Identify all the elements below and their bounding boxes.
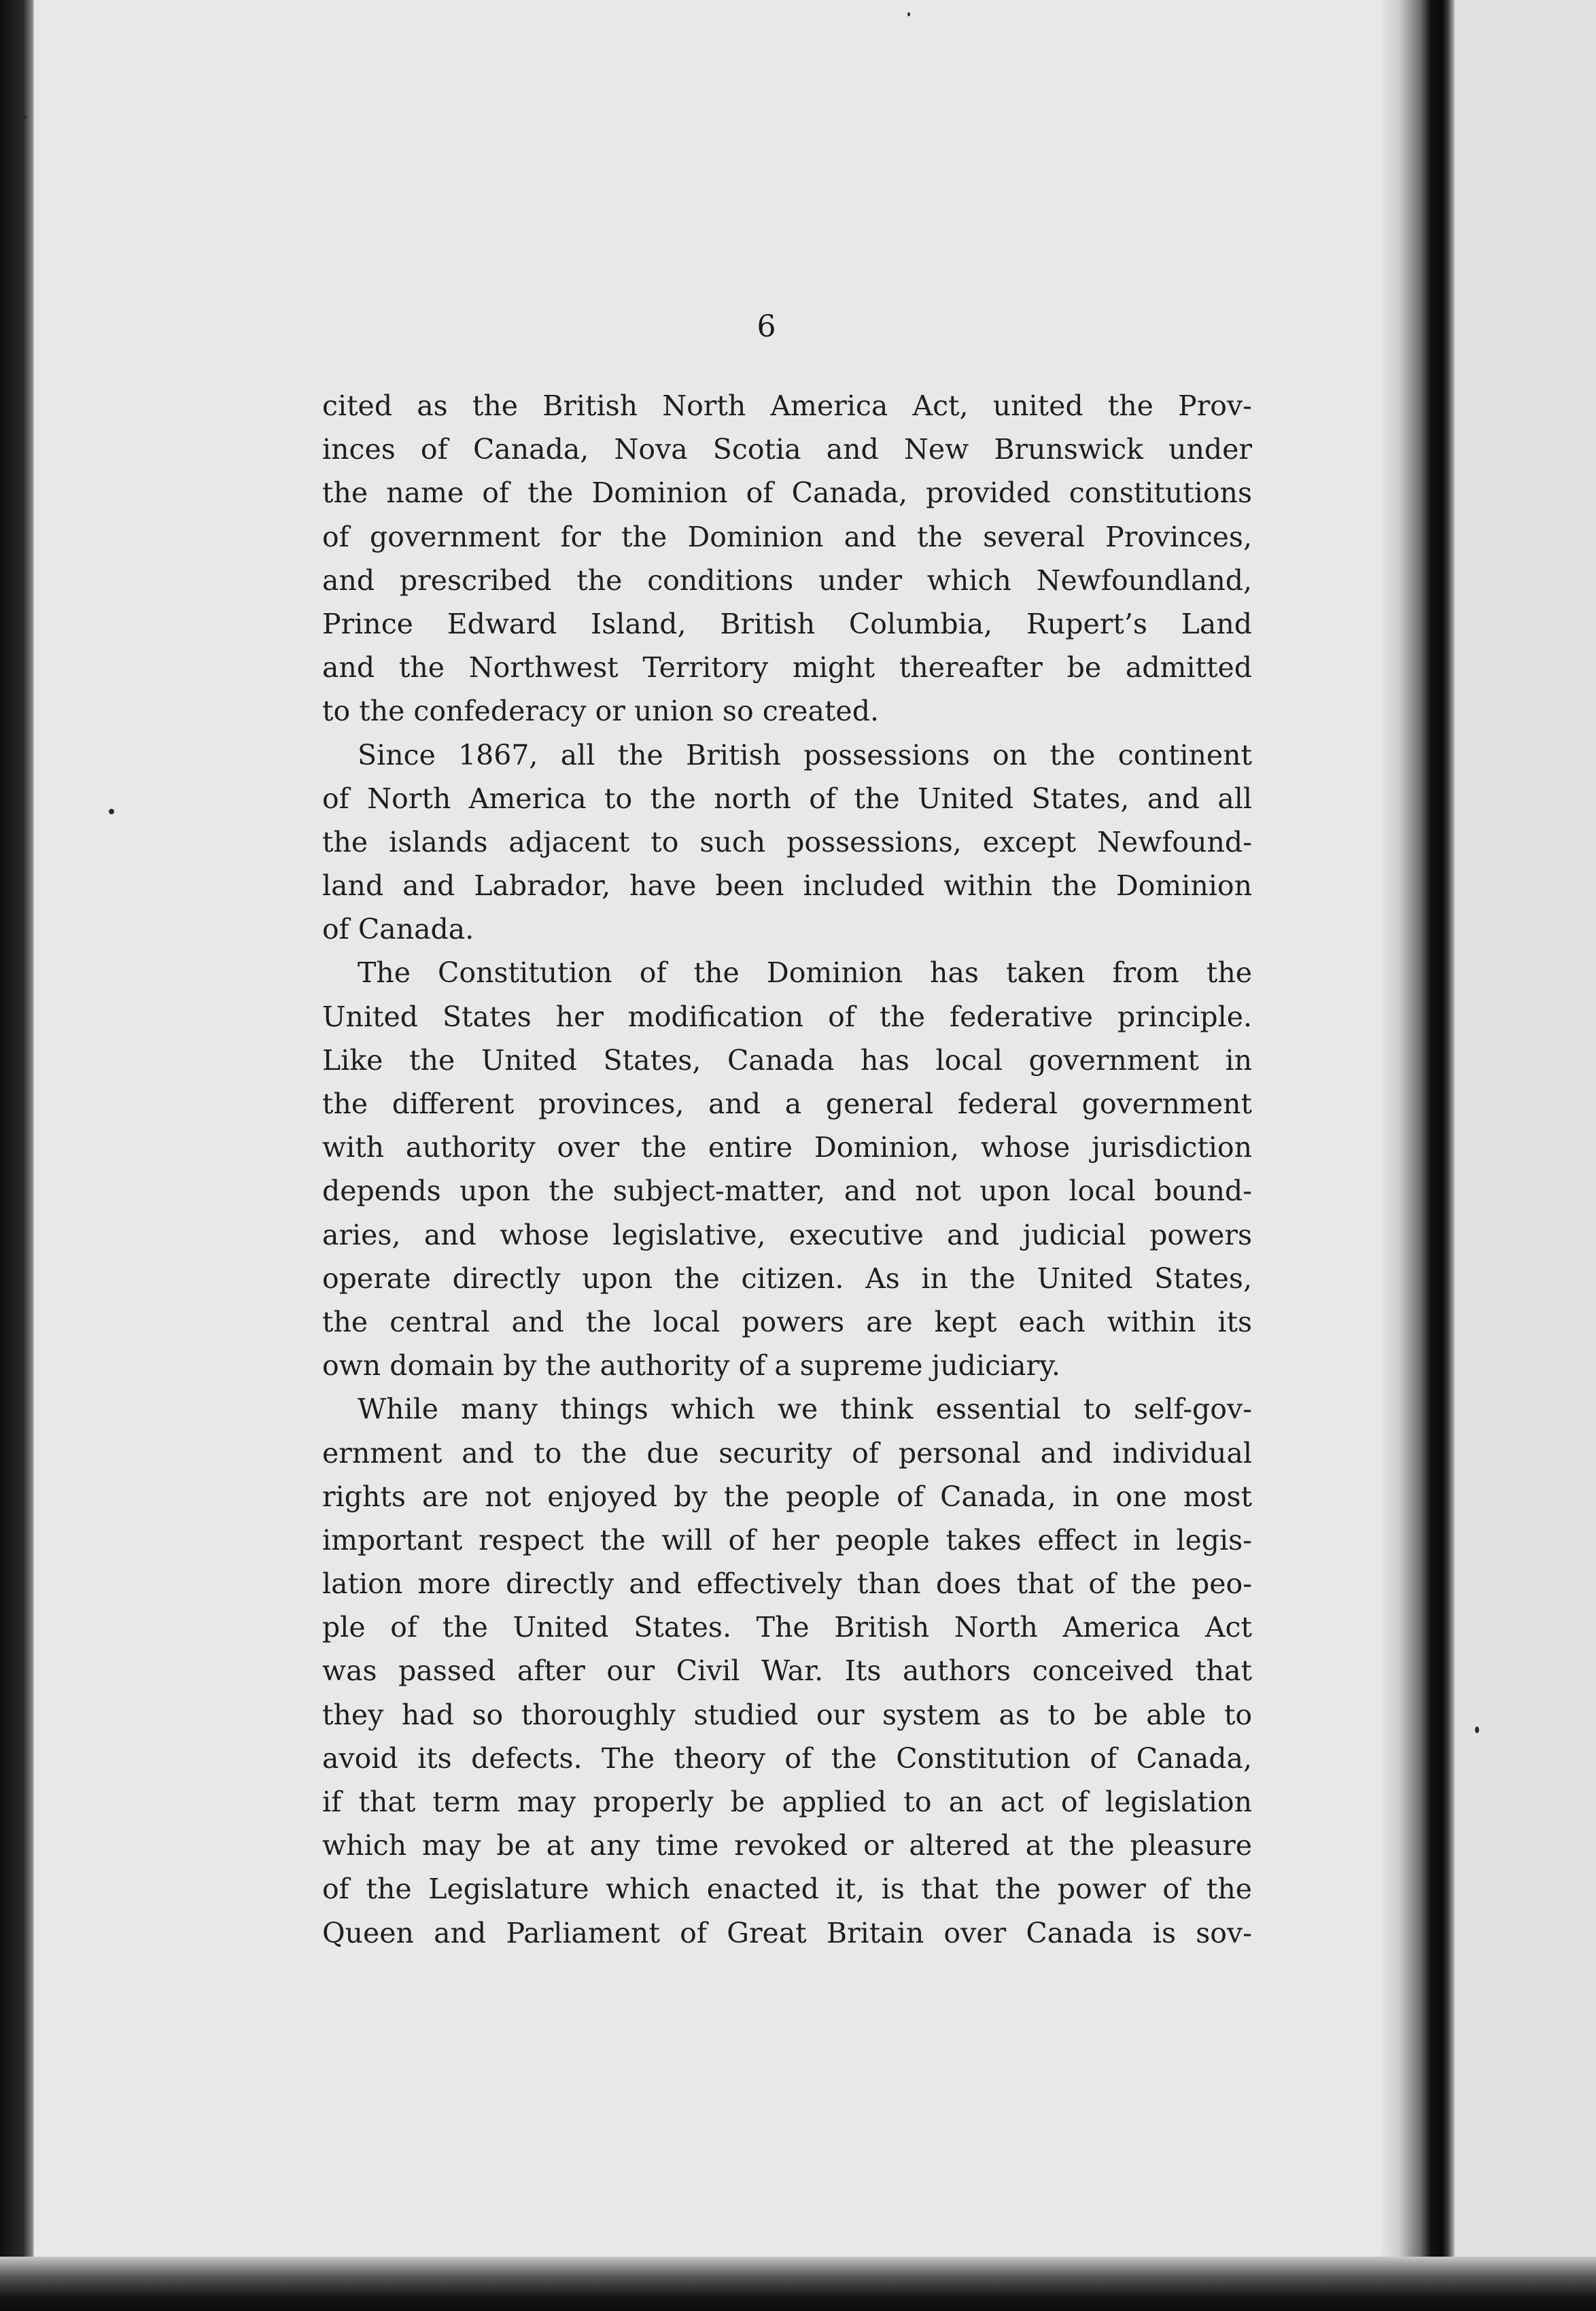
text-line: they had so thoroughly studied our system as to be able to bbox=[322, 1698, 1252, 1731]
paragraph-4 bbox=[322, 1387, 1252, 1954]
text-line: which may be at any time revoked or altered at the pleasure bbox=[322, 1829, 1252, 1862]
scan-left-border bbox=[0, 0, 34, 2311]
text-line: avoid its defects. The theory of the Constitution of Canada, bbox=[322, 1741, 1252, 1775]
text-line: The Constitution of the Dominion has taken from the bbox=[358, 956, 1252, 990]
text-line: with authority over the entire Dominion, whose jurisdiction bbox=[322, 1131, 1252, 1164]
paragraph-2 bbox=[322, 733, 1252, 952]
text-line: of the Legislature which enacted it, is that the power of the bbox=[322, 1873, 1252, 1906]
text-line: land and Labrador, have been included within the Dominion bbox=[322, 869, 1252, 903]
scan-speck bbox=[20, 116, 27, 119]
text-line: of North America to the north of the United States, and all bbox=[322, 782, 1252, 815]
text-line: important respect the will of her people takes effect in legis- bbox=[322, 1523, 1252, 1557]
scan-speck bbox=[109, 809, 114, 814]
text-line: the islands adjacent to such possessions, except Newfound- bbox=[322, 825, 1252, 858]
text-line: Queen and Parliament of Great Britain over Canada is sov- bbox=[322, 1916, 1252, 1949]
text-line: Since 1867, all the British possessions on the continent bbox=[358, 738, 1252, 771]
text-line: and the Northwest Territory might thereafter be admitted bbox=[322, 651, 1252, 684]
text-line: While many things which we think essential to self-gov- bbox=[358, 1393, 1252, 1426]
text-line: ernment and to the due security of personal and individual bbox=[322, 1436, 1252, 1470]
text-line: depends upon the subject-matter, and not upon local bound- bbox=[322, 1175, 1252, 1208]
text-line: ple of the United States. The British North America Act bbox=[322, 1611, 1252, 1644]
body-text bbox=[322, 384, 1252, 1955]
text-line: the different provinces, and a general federal government bbox=[322, 1088, 1252, 1120]
text-line: inces of Canada, Nova Scotia and New Brunswick under bbox=[322, 433, 1252, 466]
text-line: if that term may properly be applied to an act of legislation bbox=[322, 1786, 1252, 1818]
text-line: cited as the British North America Act, united the Prov- bbox=[322, 389, 1252, 422]
text-line: operate directly upon the citizen. As in the United States, bbox=[322, 1262, 1252, 1295]
text-line: Like the United States, Canada has local government in bbox=[322, 1043, 1252, 1077]
page-number: 6 bbox=[757, 309, 776, 344]
paragraph-3 bbox=[322, 951, 1252, 1387]
text-line: aries, and whose legislative, executive and judicial powers bbox=[322, 1218, 1252, 1251]
text-line: rights are not enjoyed by the people of Canada, in one most bbox=[322, 1480, 1252, 1513]
text-line: of Canada. bbox=[322, 913, 474, 946]
text-line: United States her modification of the federative principle. bbox=[322, 1000, 1252, 1033]
text-line: own domain by the authority of a supreme judiciary. bbox=[322, 1349, 1060, 1383]
text-line: Prince Edward Island, British Columbia, Rupert’s Land bbox=[322, 607, 1252, 640]
paragraph-1 bbox=[322, 384, 1252, 733]
text-line: the central and the local powers are kept each within its bbox=[322, 1305, 1252, 1338]
text-line: the name of the Dominion of Canada, provided constitutions bbox=[322, 476, 1252, 510]
text-line: and prescribed the conditions under which Newfoundland, bbox=[322, 563, 1252, 597]
text-line: was passed after our Civil War. Its authors conceived that bbox=[322, 1654, 1252, 1688]
scan-speck bbox=[1475, 1726, 1479, 1733]
scan-bottom-border bbox=[0, 2257, 1596, 2311]
scan-speck bbox=[907, 12, 910, 16]
text-line: of government for the Dominion and the several Provinces, bbox=[322, 520, 1252, 553]
text-line: to the confederacy or union so created. bbox=[322, 695, 879, 728]
text-line: lation more directly and effectively than does that of the peo- bbox=[322, 1567, 1252, 1601]
